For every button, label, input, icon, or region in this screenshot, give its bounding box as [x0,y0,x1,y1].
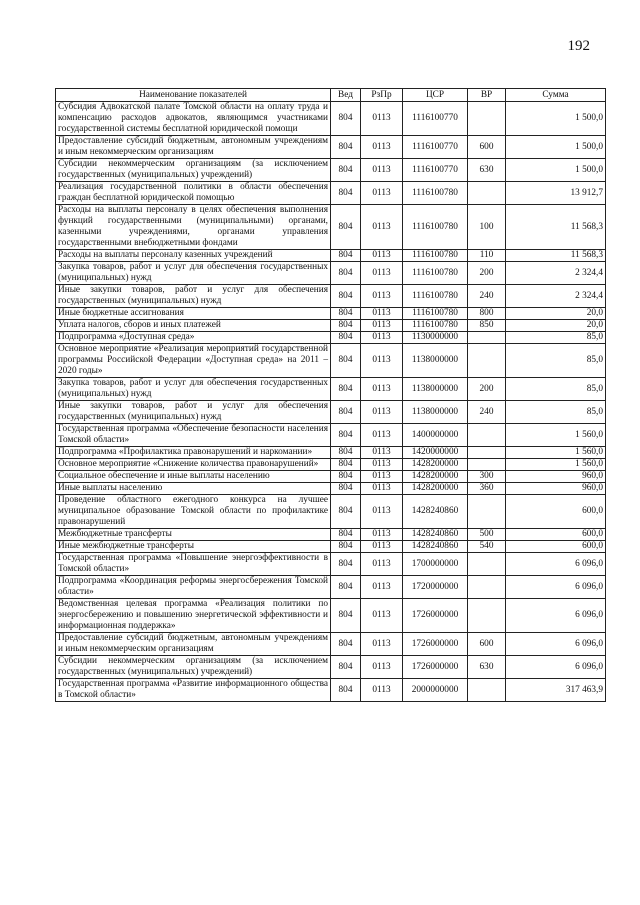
table-row [56,459,606,471]
cell-sum: 960,0 [506,471,606,483]
cell-vr: 800 [468,308,506,320]
cell-name: Подпрограмма «Профилактика правонарушений и наркомании» [56,447,331,459]
cell-ved: 804 [331,541,361,553]
cell-name: Иные выплаты населению [56,483,331,495]
cell-ved: 804 [331,182,361,205]
cell-csr: 1116100770 [403,136,468,159]
table-row [56,679,606,702]
cell-ved: 804 [331,344,361,378]
cell-vr: 500 [468,529,506,541]
cell-vr [468,102,506,136]
cell-csr: 1116100770 [403,159,468,182]
cell-rzpr: 0113 [361,285,403,308]
table-body [56,102,606,702]
cell-rzpr: 0113 [361,424,403,447]
cell-ved: 804 [331,553,361,576]
cell-rzpr: 0113 [361,599,403,633]
cell-name: Закупка товаров, работ и услуг для обеспечения государственных (муниципальных) нужд [56,262,331,285]
cell-vr [468,182,506,205]
cell-rzpr: 0113 [361,102,403,136]
table-row [56,599,606,633]
cell-rzpr: 0113 [361,495,403,529]
table-row [56,483,606,495]
cell-ved: 804 [331,529,361,541]
budget-table [55,88,606,702]
cell-name: Подпрограмма «Координация реформы энергосбережения Томской области» [56,576,331,599]
cell-csr: 1428240860 [403,495,468,529]
table-row [56,424,606,447]
cell-ved: 804 [331,308,361,320]
cell-rzpr: 0113 [361,205,403,250]
cell-name: Государственная программа «Развитие информационного общества в Томской области» [56,679,331,702]
cell-rzpr: 0113 [361,471,403,483]
cell-ved: 804 [331,159,361,182]
cell-vr [468,495,506,529]
table-row [56,656,606,679]
cell-sum: 20,0 [506,320,606,332]
table-row [56,541,606,553]
cell-vr: 100 [468,205,506,250]
cell-ved: 804 [331,483,361,495]
cell-sum: 1 500,0 [506,136,606,159]
cell-sum: 1 500,0 [506,102,606,136]
cell-name: Государственная программа «Повышение энергоэффективности в Томской области» [56,553,331,576]
cell-name: Закупка товаров, работ и услуг для обеспечения государственных (муниципальных) нужд [56,378,331,401]
header-name: Наименование показателей [56,89,331,102]
cell-name: Социальное обеспечение и иные выплаты населению [56,471,331,483]
cell-rzpr: 0113 [361,483,403,495]
cell-csr: 1116100780 [403,320,468,332]
table-row [56,159,606,182]
table-row [56,633,606,656]
table-row [56,262,606,285]
cell-name: Межбюджетные трансферты [56,529,331,541]
cell-ved: 804 [331,332,361,344]
cell-ved: 804 [331,205,361,250]
cell-sum: 85,0 [506,401,606,424]
cell-csr: 1116100780 [403,250,468,262]
cell-name: Субсидии некоммерческим организациям (за исключением государственных (муниципальных) учреждений) [56,159,331,182]
cell-csr: 1700000000 [403,553,468,576]
table-row [56,136,606,159]
cell-ved: 804 [331,633,361,656]
cell-vr: 360 [468,483,506,495]
cell-name: Уплата налогов, сборов и иных платежей [56,320,331,332]
cell-name: Иные закупки товаров, работ и услуг для обеспечения государственных (муниципальных) нужд [56,401,331,424]
cell-ved: 804 [331,679,361,702]
cell-ved: 804 [331,250,361,262]
cell-vr: 850 [468,320,506,332]
header-vr: ВР [468,89,506,102]
table-row [56,285,606,308]
cell-vr [468,679,506,702]
header-ved: Вед [331,89,361,102]
cell-ved: 804 [331,102,361,136]
cell-rzpr: 0113 [361,159,403,182]
cell-sum: 6 096,0 [506,633,606,656]
table-row [56,576,606,599]
cell-vr: 630 [468,656,506,679]
cell-sum: 85,0 [506,378,606,401]
cell-rzpr: 0113 [361,633,403,656]
cell-sum: 20,0 [506,308,606,320]
cell-name: Субсидия Адвокатской палате Томской области на оплату труда и компенсацию расходов адвокатов, являющимся участниками государственной системы бесплатной юридической помощи [56,102,331,136]
table-row [56,102,606,136]
table-row [56,495,606,529]
cell-csr: 1138000000 [403,378,468,401]
cell-sum: 11 568,3 [506,250,606,262]
cell-csr: 1116100780 [403,205,468,250]
cell-sum: 6 096,0 [506,553,606,576]
cell-ved: 804 [331,424,361,447]
cell-vr [468,599,506,633]
cell-rzpr: 0113 [361,136,403,159]
cell-sum: 6 096,0 [506,599,606,633]
cell-name: Основное мероприятие «Снижение количества правонарушений» [56,459,331,471]
cell-name: Иные закупки товаров, работ и услуг для обеспечения государственных (муниципальных) нужд [56,285,331,308]
cell-sum: 600,0 [506,529,606,541]
cell-csr: 1428240860 [403,529,468,541]
cell-vr: 110 [468,250,506,262]
cell-rzpr: 0113 [361,447,403,459]
table-row [56,447,606,459]
cell-ved: 804 [331,471,361,483]
cell-ved: 804 [331,495,361,529]
cell-vr: 200 [468,262,506,285]
table-row [56,529,606,541]
cell-csr: 1428200000 [403,483,468,495]
cell-name: Предоставление субсидий бюджетным, автономным учреждениям и иным некоммерческим организациям [56,136,331,159]
cell-sum: 6 096,0 [506,656,606,679]
cell-sum: 11 568,3 [506,205,606,250]
cell-csr: 1720000000 [403,576,468,599]
cell-rzpr: 0113 [361,344,403,378]
cell-vr [468,332,506,344]
cell-rzpr: 0113 [361,656,403,679]
cell-sum: 13 912,7 [506,182,606,205]
cell-sum: 1 560,0 [506,447,606,459]
table-row [56,250,606,262]
cell-name: Основное мероприятие «Реализация мероприятий государственной программы Российской Федерации «Доступная среда» на 2011 – 2020 годы» [56,344,331,378]
cell-name: Подпрограмма «Доступная среда» [56,332,331,344]
cell-vr: 240 [468,401,506,424]
table-row [56,471,606,483]
cell-ved: 804 [331,401,361,424]
cell-ved: 804 [331,576,361,599]
cell-name: Предоставление субсидий бюджетным, автономным учреждениям и иным некоммерческим организациям [56,633,331,656]
cell-name: Иные бюджетные ассигнования [56,308,331,320]
table-header-row [56,89,606,102]
cell-rzpr: 0113 [361,332,403,344]
cell-ved: 804 [331,447,361,459]
cell-rzpr: 0113 [361,401,403,424]
table-row [56,344,606,378]
cell-vr [468,424,506,447]
header-csr: ЦСР [403,89,468,102]
cell-rzpr: 0113 [361,576,403,599]
cell-csr: 1116100770 [403,102,468,136]
cell-csr: 1428200000 [403,459,468,471]
cell-csr: 1420000000 [403,447,468,459]
cell-csr: 1726000000 [403,633,468,656]
cell-csr: 1726000000 [403,656,468,679]
table-row [56,320,606,332]
cell-vr: 540 [468,541,506,553]
cell-vr [468,447,506,459]
header-rzpr: РзПр [361,89,403,102]
cell-name: Субсидии некоммерческим организациям (за исключением государственных (муниципальных) учреждений) [56,656,331,679]
cell-rzpr: 0113 [361,378,403,401]
cell-vr: 600 [468,633,506,656]
cell-csr: 1116100780 [403,285,468,308]
cell-sum: 2 324,4 [506,262,606,285]
table-row [56,332,606,344]
cell-name: Государственная программа «Обеспечение безопасности населения Томской области» [56,424,331,447]
cell-rzpr: 0113 [361,679,403,702]
cell-csr: 1428200000 [403,471,468,483]
cell-vr: 300 [468,471,506,483]
cell-csr: 1428240860 [403,541,468,553]
cell-ved: 804 [331,459,361,471]
cell-sum: 600,0 [506,495,606,529]
cell-sum: 2 324,4 [506,285,606,308]
cell-csr: 2000000000 [403,679,468,702]
cell-sum: 600,0 [506,541,606,553]
cell-vr [468,459,506,471]
cell-ved: 804 [331,656,361,679]
cell-csr: 1726000000 [403,599,468,633]
cell-csr: 1116100780 [403,308,468,320]
table-row [56,378,606,401]
cell-rzpr: 0113 [361,320,403,332]
cell-rzpr: 0113 [361,553,403,576]
cell-rzpr: 0113 [361,308,403,320]
page-number: 192 [567,38,590,54]
table-row [56,401,606,424]
header-sum: Сумма [506,89,606,102]
cell-rzpr: 0113 [361,250,403,262]
cell-vr [468,344,506,378]
cell-csr: 1116100780 [403,262,468,285]
cell-rzpr: 0113 [361,262,403,285]
cell-ved: 804 [331,320,361,332]
cell-name: Реализация государственной политики в области обеспечения граждан бесплатной юридической помощью [56,182,331,205]
cell-vr [468,576,506,599]
table-row [56,553,606,576]
cell-name: Расходы на выплаты персоналу в целях обеспечения выполнения функций государственными (муниципальными) органами, казенными учреждениями, органами управления государственными внебюджетными фондами [56,205,331,250]
cell-ved: 804 [331,285,361,308]
cell-ved: 804 [331,262,361,285]
cell-csr: 1116100780 [403,182,468,205]
cell-sum: 317 463,9 [506,679,606,702]
cell-csr: 1138000000 [403,344,468,378]
cell-vr [468,553,506,576]
cell-rzpr: 0113 [361,182,403,205]
cell-sum: 960,0 [506,483,606,495]
cell-vr: 630 [468,159,506,182]
cell-rzpr: 0113 [361,541,403,553]
table-row [56,205,606,250]
table-row [56,182,606,205]
cell-name: Ведомственная целевая программа «Реализация политики по энергосбережению и повышению энергетической эффективности и информационная поддержка» [56,599,331,633]
cell-rzpr: 0113 [361,529,403,541]
cell-name: Иные межбюджетные трансферты [56,541,331,553]
cell-sum: 85,0 [506,332,606,344]
cell-csr: 1130000000 [403,332,468,344]
cell-csr: 1400000000 [403,424,468,447]
cell-sum: 6 096,0 [506,576,606,599]
cell-vr: 600 [468,136,506,159]
cell-vr: 200 [468,378,506,401]
cell-rzpr: 0113 [361,459,403,471]
cell-sum: 1 560,0 [506,424,606,447]
cell-sum: 1 500,0 [506,159,606,182]
cell-name: Проведение областного ежегодного конкурса на лучшее муниципальное образование Томской области по профилактике правонарушений [56,495,331,529]
cell-csr: 1138000000 [403,401,468,424]
table-row [56,308,606,320]
cell-sum: 1 560,0 [506,459,606,471]
cell-name: Расходы на выплаты персоналу казенных учреждений [56,250,331,262]
cell-ved: 804 [331,378,361,401]
cell-ved: 804 [331,136,361,159]
cell-vr: 240 [468,285,506,308]
cell-ved: 804 [331,599,361,633]
cell-sum: 85,0 [506,344,606,378]
